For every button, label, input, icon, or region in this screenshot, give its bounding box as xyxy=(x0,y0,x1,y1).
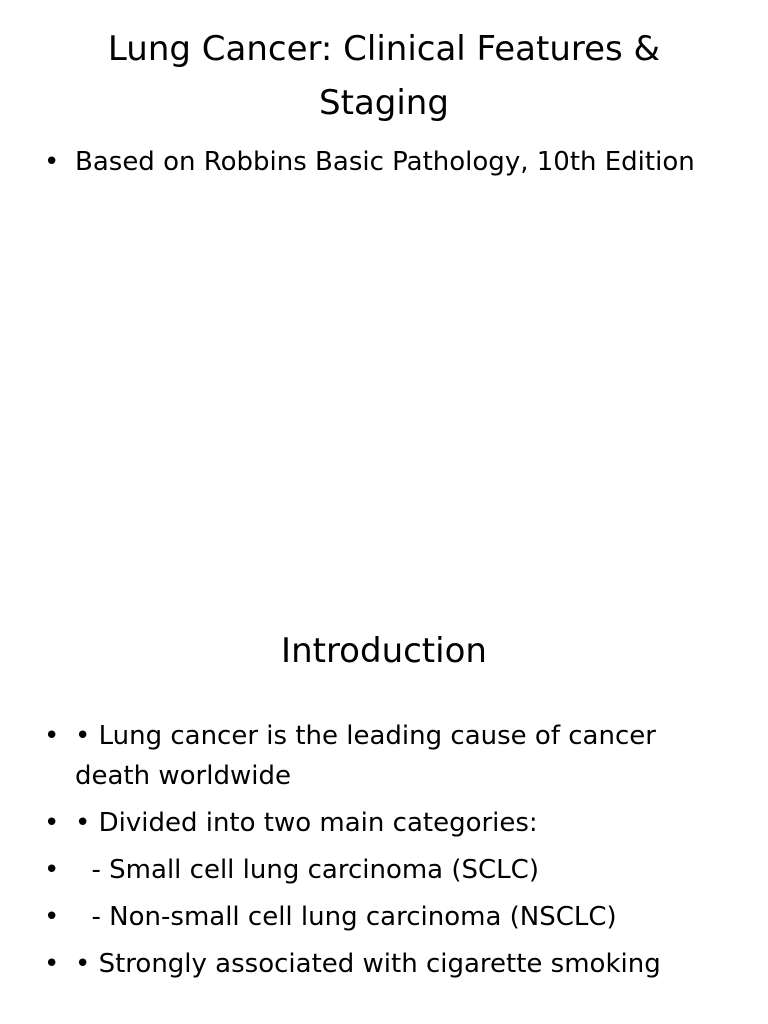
bullet-item xyxy=(44,850,728,890)
bullet-dot-icon: • xyxy=(44,949,60,979)
bullet-dot-icon: • xyxy=(44,721,60,751)
bullet-item xyxy=(44,142,728,182)
slide-1-bullet-list xyxy=(44,142,728,189)
bullet-dot-icon: • xyxy=(44,808,60,838)
bullet-item xyxy=(44,897,728,937)
bullet-text: • Divided into two main categories: xyxy=(75,808,538,838)
slide-2-title: Introduction xyxy=(281,631,487,671)
slide-1-title: Lung Cancer: Clinical Features & Staging xyxy=(107,29,661,123)
bullet-text: • Strongly associated with cigarette smoking xyxy=(75,949,661,979)
bullet-text: - Small cell lung carcinoma (SCLC) xyxy=(75,855,539,885)
bullet-item xyxy=(44,716,728,796)
slide-2-bullet-list xyxy=(44,716,728,991)
bullet-dot-icon: • xyxy=(44,147,60,177)
bullet-item xyxy=(44,803,728,843)
bullet-text: - Non-small cell lung carcinoma (NSCLC) xyxy=(75,902,617,932)
bullet-item xyxy=(44,944,728,984)
slide-2 xyxy=(0,610,768,1024)
bullet-text: • Lung cancer is the leading cause of cancer death worldwide xyxy=(75,721,656,791)
bullet-text: Based on Robbins Basic Pathology, 10th Edition xyxy=(75,147,695,177)
bullet-dot-icon: • xyxy=(44,902,60,932)
bullet-dot-icon: • xyxy=(44,855,60,885)
